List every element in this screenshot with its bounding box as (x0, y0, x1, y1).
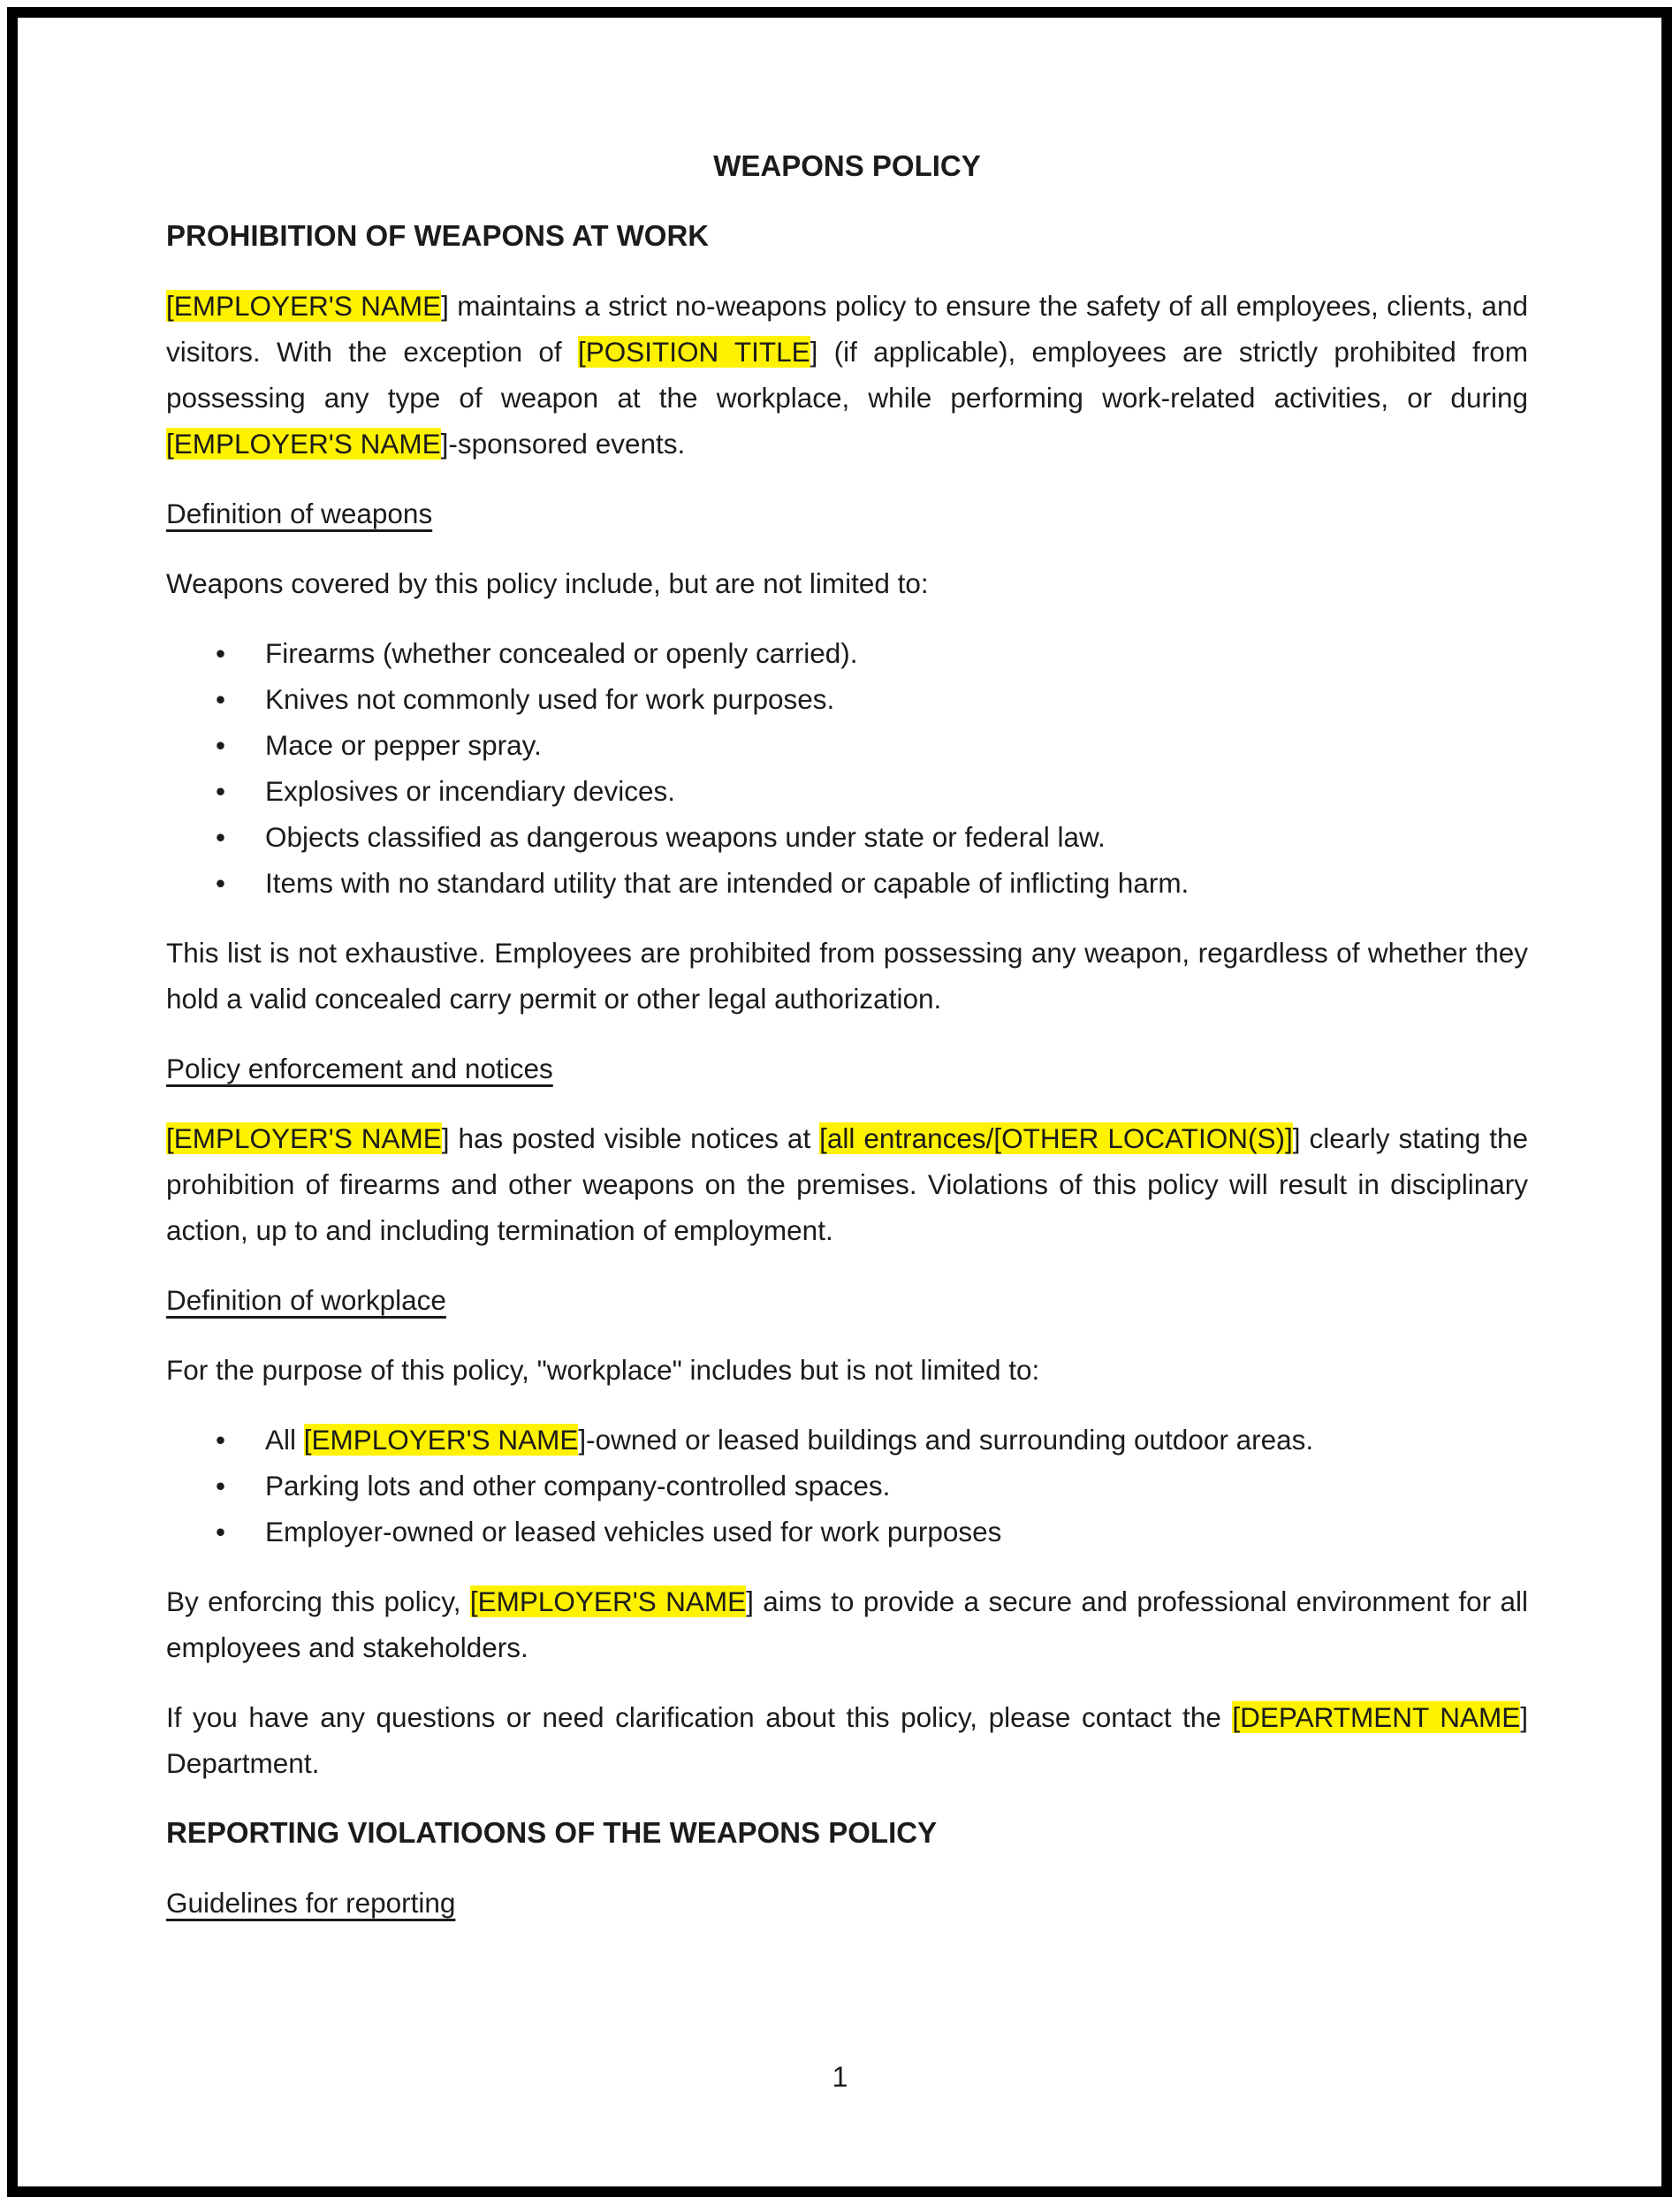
subheading-definition-of-workplace (166, 1277, 1528, 1323)
bullet-item (166, 1417, 1528, 1463)
text-run: REPORTING VIOLATIOONS OF THE WEAPONS POLICY (166, 1816, 938, 1849)
text-run: This list is not exhaustive. Employees are prohibited from possessing any weapon, regardless of whether they hold a valid concealed carry permit or other legal authorization. (166, 937, 1528, 1015)
text-run: ] has posted visible notices at (441, 1122, 820, 1154)
workplace-intro (166, 1347, 1528, 1393)
weapons-covered-intro (166, 560, 1528, 606)
text-run: If you have any questions or need clarification about this policy, please contact the (166, 1701, 1233, 1733)
text-run: For the purpose of this policy, "workplace" includes but is not limited to: (166, 1354, 1040, 1386)
placeholder-highlight: [EMPLOYER'S NAME (303, 1424, 579, 1456)
text-run: Explosives or incendiary devices. (265, 775, 675, 807)
workplace-list (166, 1417, 1528, 1555)
text-run: Items with no standard utility that are intended or capable of inflicting harm. (265, 867, 1190, 899)
placeholder-highlight: [EMPLOYER'S NAME (469, 1585, 747, 1617)
text-run: ] clearly stating the prohibition of firearms and other weapons on the premises. Violations of this policy will result in disciplinary action, up to and including termination of employment. (166, 1122, 1528, 1246)
text-run: Employer-owned or leased vehicles used for work purposes (265, 1516, 1002, 1547)
bullet-item (166, 768, 1528, 814)
section-heading-prohibition (166, 213, 1528, 259)
section-heading-reporting (166, 1810, 1528, 1856)
text-run: Weapons covered by this policy include, but are not limited to: (166, 567, 929, 599)
intro-paragraph (166, 283, 1528, 467)
placeholder-highlight: [EMPLOYER'S NAME (166, 290, 442, 322)
bullet-item (166, 722, 1528, 768)
placeholder-highlight: [all entrances/[OTHER LOCATION(S)] (819, 1122, 1293, 1154)
bullet-item (166, 860, 1528, 906)
questions-paragraph (166, 1694, 1528, 1786)
enforcing-paragraph (166, 1578, 1528, 1670)
bullet-item (166, 630, 1528, 676)
document-title (166, 143, 1528, 189)
placeholder-highlight: [POSITION TITLE (577, 336, 810, 368)
text-run: ] maintains a strict no-weapons policy to ensure the safety of all employees, clients, and visitors. With the exception of (166, 290, 1528, 368)
placeholder-highlight: [EMPLOYER'S NAME (166, 1122, 442, 1154)
text-run: ] Department. (166, 1701, 1528, 1779)
text-run: ]-sponsored events. (440, 428, 686, 460)
placeholder-highlight: [DEPARTMENT NAME (1232, 1701, 1521, 1733)
text-run: Parking lots and other company-controlled spaces. (265, 1470, 891, 1502)
subheading-policy-enforcement (166, 1045, 1528, 1091)
subheading-guidelines-for-reporting (166, 1880, 1528, 1926)
text-run: PROHIBITION OF WEAPONS AT WORK (166, 219, 710, 252)
text-run: ]-owned or leased buildings and surrounding outdoor areas. (578, 1424, 1314, 1456)
text-run: WEAPONS POLICY (713, 149, 981, 182)
enforcement-paragraph (166, 1115, 1528, 1253)
text-run: Definition of weapons (166, 498, 433, 529)
text-run: ] aims to provide a secure and professional environment for all employees and stakeholders. (166, 1585, 1528, 1663)
text-run: Objects classified as dangerous weapons under state or federal law. (265, 821, 1106, 853)
text-run: All (265, 1424, 304, 1456)
not-exhaustive-paragraph (166, 930, 1528, 1022)
text-run: By enforcing this policy, (166, 1585, 470, 1617)
bullet-item (166, 1509, 1528, 1555)
bullet-item (166, 676, 1528, 722)
text-run: Policy enforcement and notices (166, 1053, 553, 1084)
placeholder-highlight: [EMPLOYER'S NAME (166, 428, 441, 460)
document-content (166, 143, 1528, 1950)
bullet-item (166, 1463, 1528, 1509)
text-run: Definition of workplace (166, 1284, 446, 1316)
text-run: Firearms (whether concealed or openly carried). (265, 637, 858, 669)
subheading-definition-of-weapons (166, 490, 1528, 536)
text-run: Guidelines for reporting (166, 1887, 456, 1919)
bullet-item (166, 814, 1528, 860)
weapons-list (166, 630, 1528, 906)
text-run: ] (if applicable), employees are strictly prohibited from possessing any type of weapon at the workplace, while performing work-related activities, or during (166, 336, 1528, 414)
text-run: Mace or pepper spray. (265, 729, 542, 761)
page-number: 1 (832, 2061, 848, 2093)
text-run: Knives not commonly used for work purposes. (265, 683, 835, 715)
